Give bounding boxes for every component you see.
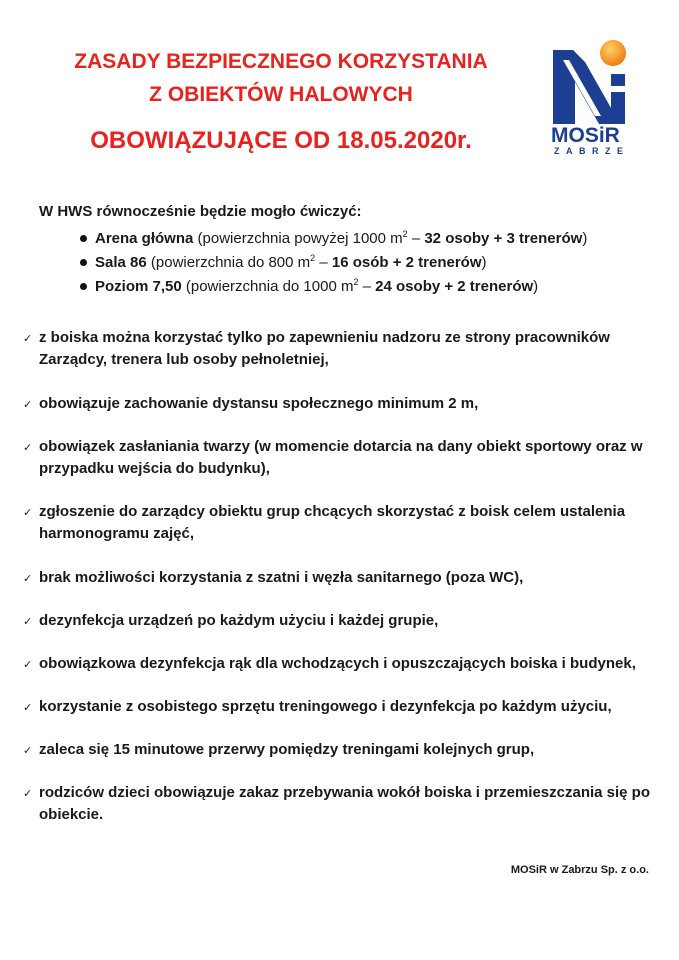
rule-text: obowiązuje zachowanie dystansu społecznego minimum 2 m,	[39, 395, 479, 412]
rule-item	[22, 653, 652, 675]
rule-text: korzystanie z osobistego sprzętu treningowego i dezynfekcja po każdym użyciu,	[39, 698, 612, 715]
check-icon: ✓	[23, 442, 33, 454]
title-line-1: ZASADY BEZPIECZNEGO KORZYSTANIA	[74, 50, 488, 73]
rule-item	[22, 782, 652, 826]
check-icon: ✓	[23, 333, 33, 345]
bullet-dot-icon	[80, 283, 87, 290]
title-effective-date: OBOWIĄZUJĄCE OD 18.05.2020r.	[90, 127, 472, 154]
venue-item	[80, 251, 587, 275]
rule-item	[22, 501, 652, 545]
rule-text: brak możliwości korzystania z szatni i węzła sanitarnego (poza WC),	[39, 569, 524, 586]
check-icon: ✓	[23, 702, 33, 714]
check-icon: ✓	[23, 788, 33, 800]
logo-subtitle: ZABRZE	[554, 146, 630, 156]
venue-list	[80, 227, 587, 299]
rule-text: zgłoszenie do zarządcy obiektu grup chcących skorzystać z boisk celem ustalenia harmonogramu zajęć,	[39, 503, 626, 542]
venue-area-unit-sup: 2	[402, 229, 408, 239]
venue-area: (powierzchnia do 1000 m	[185, 278, 354, 295]
footer-organization: MOSiR w Zabrzu Sp. z o.o.	[510, 864, 649, 876]
rule-item	[22, 610, 652, 632]
rule-text: rodziców dzieci obowiązuje zakaz przebywania wokół boiska i przemieszczania się po obiekcie.	[39, 784, 651, 823]
venue-item	[80, 227, 587, 251]
check-icon: ✓	[23, 745, 33, 757]
venue-close: )	[533, 278, 539, 295]
rule-text: dezynfekcja urządzeń po każdym użyciu i każdej grupie,	[39, 612, 439, 629]
bullet-dot-icon	[80, 259, 87, 266]
rule-item	[22, 393, 652, 415]
rule-item	[22, 739, 652, 761]
venue-capacity: 16 osób + 2 trenerów	[331, 254, 482, 271]
title-line-2: Z OBIEKTÓW HALOWYCH	[149, 83, 413, 106]
logo-text: MOSiR	[551, 124, 620, 147]
check-icon: ✓	[23, 616, 33, 628]
rule-item	[22, 567, 652, 589]
venue-close: )	[481, 254, 487, 271]
rule-item	[22, 327, 652, 371]
mosir-logo	[549, 38, 633, 158]
venue-area: (powierzchnia powyżej 1000 m	[197, 230, 403, 247]
venue-item	[80, 275, 587, 299]
capacity-intro: W HWS równocześnie będzie mogło ćwiczyć:	[39, 203, 362, 220]
rule-item	[22, 436, 652, 480]
venue-area-unit-sup: 2	[310, 253, 316, 263]
rule-text: z boiska można korzystać tylko po zapewnieniu nadzoru ze strony pracowników Zarządcy, trenera lub osoby pełnoletniej,	[39, 329, 610, 368]
venue-dash: –	[315, 254, 332, 271]
rule-text: zaleca się 15 minutowe przerwy pomiędzy treningami kolejnych grup,	[39, 741, 535, 758]
venue-area-unit-sup: 2	[353, 277, 359, 287]
rule-item	[22, 696, 652, 718]
mosir-logo-graphic	[549, 38, 633, 158]
venue-capacity: 24 osoby + 2 trenerów	[375, 278, 534, 295]
check-icon: ✓	[23, 507, 33, 519]
venue-name: Sala 86	[95, 254, 147, 271]
venue-dash: –	[407, 230, 425, 247]
rule-text: obowiązkowa dezynfekcja rąk dla wchodzących i opuszczających boiska i budynek,	[39, 655, 636, 672]
venue-dash: –	[358, 278, 376, 295]
check-icon: ✓	[23, 399, 33, 411]
venue-capacity: 32 osoby + 3 trenerów	[424, 230, 583, 247]
venue-name: Poziom 7,50	[95, 278, 182, 295]
venue-close: )	[582, 230, 588, 247]
venue-name: Arena główna	[95, 230, 194, 247]
rule-text: obowiązek zasłaniania twarzy (w momencie dotarcia na dany obiekt sportowy oraz w przypadku wejścia do budynku),	[39, 438, 643, 477]
venue-area: (powierzchnia do 800 m	[150, 254, 311, 271]
check-icon: ✓	[23, 659, 33, 671]
bullet-dot-icon	[80, 235, 87, 242]
check-icon: ✓	[23, 573, 33, 585]
